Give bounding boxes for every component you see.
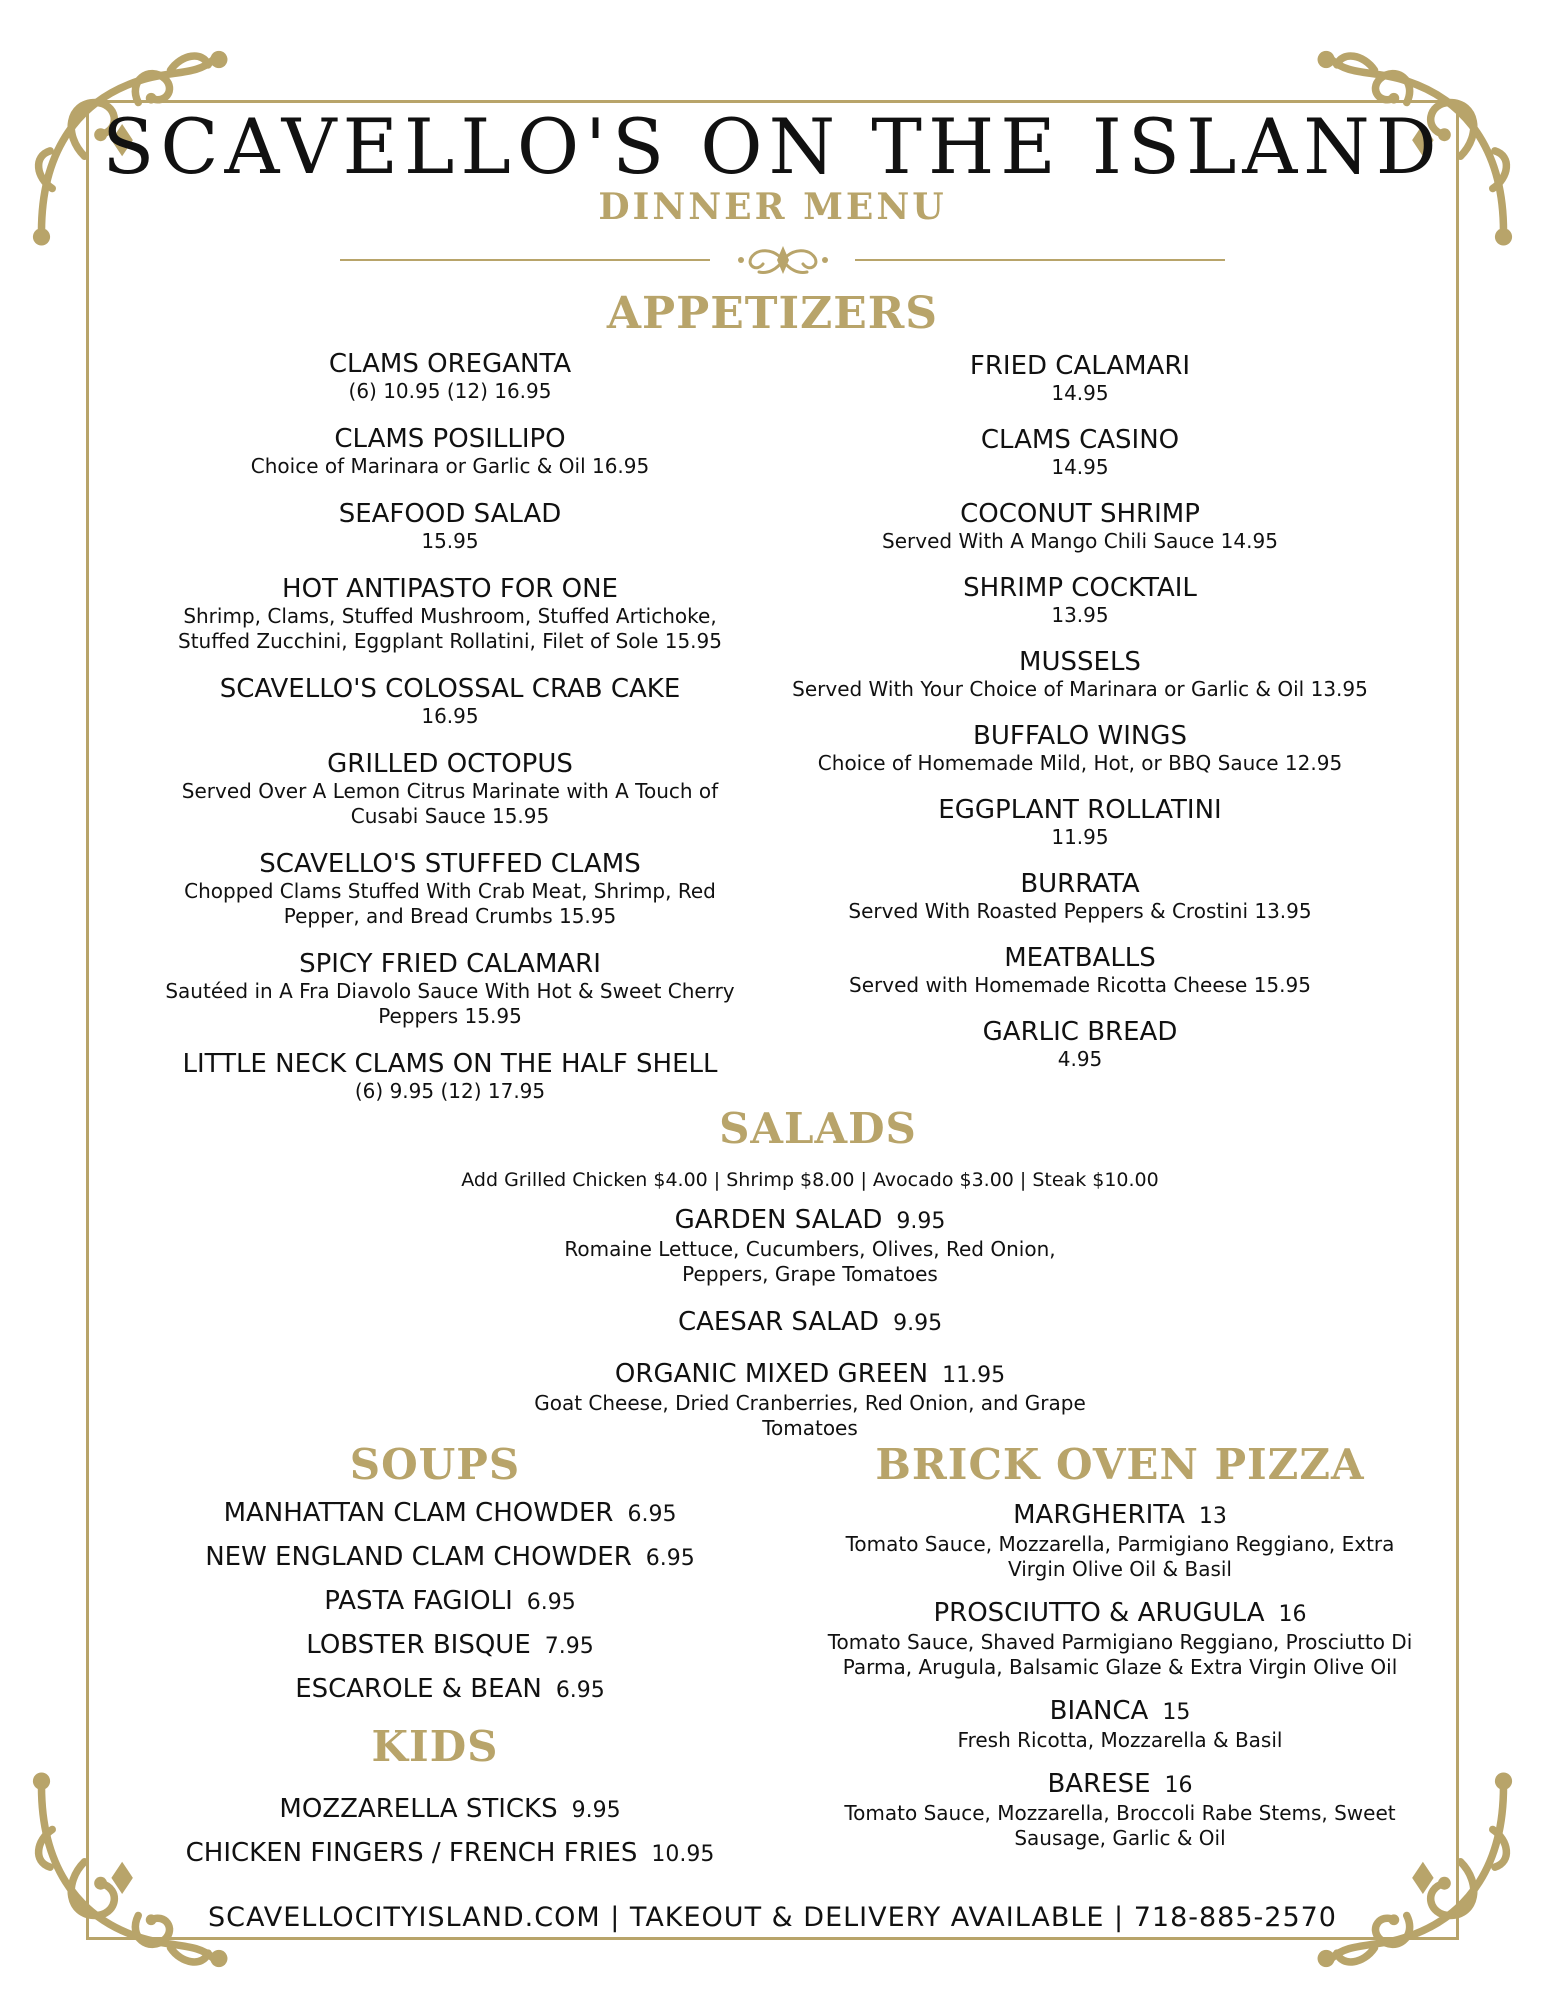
item-name: HOT ANTIPASTO FOR ONE — [282, 574, 618, 604]
soups-section — [150, 1498, 750, 1706]
item-desc: 16.95 — [421, 704, 479, 728]
item-name: BURRATA — [1020, 869, 1140, 899]
item-desc: Choice of Marinara or Garlic & Oil 16.95 — [250, 454, 650, 478]
item-name: BUFFALO WINGS — [973, 721, 1187, 751]
item-price: 16 — [1164, 1773, 1193, 1798]
menu-item — [150, 1794, 750, 1826]
menu-item — [150, 349, 750, 404]
item-name: MARGHERITA — [1013, 1500, 1185, 1530]
item-desc: Sautéed in A Fra Diavolo Sauce With Hot & Sweet Cherry Peppers 15.95 — [165, 979, 735, 1028]
menu-item — [340, 1205, 1280, 1287]
item-name: FRIED CALAMARI — [969, 351, 1191, 381]
item-desc: Choice of Homemade Mild, Hot, or BBQ Sauce 12.95 — [817, 751, 1343, 775]
appetizers-right-column — [790, 351, 1370, 1091]
item-price: 10.95 — [651, 1842, 715, 1867]
item-name: CLAMS OREGANTA — [328, 349, 572, 379]
item-price: 6.95 — [526, 1590, 576, 1615]
item-desc: 14.95 — [1051, 455, 1109, 479]
item-name: MEATBALLS — [1004, 943, 1156, 973]
item-name: SHRIMP COCKTAIL — [963, 573, 1197, 603]
menu-item — [150, 1542, 750, 1574]
menu-subtitle: DINNER MENU — [598, 186, 947, 228]
menu-item — [340, 1359, 1280, 1441]
menu-item — [790, 1017, 1370, 1072]
salads-section — [340, 1168, 1280, 1441]
menu-item — [790, 573, 1370, 628]
item-price: 6.95 — [645, 1546, 695, 1571]
appetizers-left-column — [150, 349, 750, 1124]
item-name: COCONUT SHRIMP — [960, 499, 1200, 529]
item-desc: 15.95 — [421, 529, 479, 553]
menu-item — [150, 1586, 750, 1618]
item-price: 15 — [1162, 1700, 1191, 1725]
menu-item — [150, 574, 750, 654]
item-name: CLAMS CASINO — [980, 425, 1180, 455]
item-price: 9.95 — [571, 1798, 621, 1823]
item-name: LOBSTER BISQUE — [306, 1630, 531, 1660]
menu-item — [790, 943, 1370, 998]
menu-item — [150, 674, 750, 729]
item-price: 16 — [1278, 1602, 1307, 1627]
divider-line-left — [340, 259, 710, 261]
item-price: 9.95 — [893, 1311, 943, 1336]
item-price: 6.95 — [555, 1678, 605, 1703]
header-divider — [340, 240, 1225, 280]
item-desc: Served With A Mango Chili Sauce 14.95 — [882, 529, 1278, 553]
pizza-section — [820, 1500, 1420, 1851]
soups-heading: SOUPS — [349, 1440, 521, 1489]
item-desc: Tomato Sauce, Shaved Parmigiano Reggiano, Prosciutto Di Parma, Arugula, Balsamic Glaze & Extra Virgin Olive Oil — [827, 1630, 1413, 1679]
item-name: MANHATTAN CLAM CHOWDER — [223, 1498, 614, 1528]
item-desc: (6) 9.95 (12) 17.95 — [354, 1079, 546, 1103]
item-desc: Chopped Clams Stuffed With Crab Meat, Shrimp, Red Pepper, and Bread Crumbs 15.95 — [184, 879, 716, 928]
item-desc: Shrimp, Clams, Stuffed Mushroom, Stuffed Artichoke, Stuffed Zucchini, Eggplant Rollatini, Filet of Sole 15.95 — [178, 604, 722, 653]
item-name: PASTA FAGIOLI — [324, 1586, 513, 1616]
item-desc: 11.95 — [1051, 825, 1109, 849]
menu-item — [150, 749, 750, 829]
item-name: ESCAROLE & BEAN — [295, 1674, 542, 1704]
item-desc: Served With Roasted Peppers & Crostini 13.95 — [848, 899, 1312, 923]
menu-item — [820, 1598, 1420, 1680]
menu-item — [150, 949, 750, 1029]
menu-item — [820, 1500, 1420, 1582]
item-name: CHICKEN FINGERS / FRENCH FRIES — [185, 1838, 638, 1868]
menu-item — [790, 425, 1370, 480]
menu-item — [790, 499, 1370, 554]
kids-heading: KIDS — [371, 1722, 499, 1771]
item-name: SCAVELLO'S STUFFED CLAMS — [259, 849, 641, 879]
item-desc: (6) 10.95 (12) 16.95 — [348, 379, 552, 403]
item-name: SCAVELLO'S COLOSSAL CRAB CAKE — [219, 674, 681, 704]
item-name: BARESE — [1047, 1769, 1151, 1799]
menu-item — [790, 869, 1370, 924]
menu-item — [150, 424, 750, 479]
item-name: MOZZARELLA STICKS — [279, 1794, 558, 1824]
item-name: LITTLE NECK CLAMS ON THE HALF SHELL — [182, 1049, 718, 1079]
item-name: CAESAR SALAD — [677, 1307, 880, 1337]
item-desc: Served with Homemade Ricotta Cheese 15.95 — [849, 973, 1311, 997]
item-price: 7.95 — [544, 1634, 594, 1659]
item-desc: Goat Cheese, Dried Cranberries, Red Onion, and Grape Tomatoes — [534, 1391, 1086, 1440]
item-name: SEAFOOD SALAD — [338, 499, 562, 529]
menu-item — [790, 351, 1370, 406]
menu-item — [790, 721, 1370, 776]
item-desc: 14.95 — [1051, 381, 1109, 405]
salads-heading: SALADS — [719, 1104, 917, 1153]
item-desc: 4.95 — [1057, 1047, 1103, 1071]
menu-item — [150, 1049, 750, 1104]
item-desc: Tomato Sauce, Mozzarella, Broccoli Rabe Stems, Sweet Sausage, Garlic & Oil — [844, 1801, 1396, 1850]
item-name: PROSCIUTTO & ARUGULA — [933, 1598, 1265, 1628]
menu-item — [150, 1498, 750, 1530]
item-price: 6.95 — [627, 1502, 677, 1527]
scroll-ornament-icon — [737, 240, 829, 280]
item-desc: 13.95 — [1051, 603, 1109, 627]
footer-contact: SCAVELLOCITYISLAND.COM | TAKEOUT & DELIVERY AVAILABLE | 718-885-2570 — [208, 1902, 1337, 1933]
appetizers-heading: APPETIZERS — [606, 288, 939, 339]
menu-item — [150, 849, 750, 929]
item-desc: Served With Your Choice of Marinara or Garlic & Oil 13.95 — [792, 677, 1368, 701]
restaurant-title: SCAVELLO'S ON THE ISLAND — [102, 102, 1443, 191]
item-name: EGGPLANT ROLLATINI — [938, 795, 1222, 825]
item-name: GARLIC BREAD — [982, 1017, 1178, 1047]
menu-item — [340, 1307, 1280, 1339]
item-desc: Tomato Sauce, Mozzarella, Parmigiano Reggiano, Extra Virgin Olive Oil & Basil — [845, 1532, 1395, 1581]
salad-addons: Add Grilled Chicken $4.00 | Shrimp $8.00 | Avocado $3.00 | Steak $10.00 — [461, 1169, 1159, 1191]
menu-item — [150, 1838, 750, 1870]
item-name: GRILLED OCTOPUS — [327, 749, 573, 779]
menu-item — [790, 647, 1370, 702]
item-name: SPICY FRIED CALAMARI — [299, 949, 601, 979]
menu-item — [150, 1674, 750, 1706]
menu-item — [790, 795, 1370, 850]
item-name: CLAMS POSILLIPO — [334, 424, 566, 454]
item-name: GARDEN SALAD — [674, 1205, 883, 1235]
menu-item — [150, 1630, 750, 1662]
item-price: 11.95 — [942, 1363, 1006, 1388]
item-name: NEW ENGLAND CLAM CHOWDER — [205, 1542, 632, 1572]
kids-section — [150, 1794, 750, 1870]
pizza-heading: BRICK OVEN PIZZA — [875, 1440, 1365, 1489]
item-name: ORGANIC MIXED GREEN — [614, 1359, 929, 1389]
menu-item — [820, 1696, 1420, 1753]
item-desc: Served Over A Lemon Citrus Marinate with A Touch of Cusabi Sauce 15.95 — [181, 779, 719, 828]
item-name: BIANCA — [1049, 1696, 1149, 1726]
item-name: MUSSELS — [1019, 647, 1141, 677]
menu-item — [150, 499, 750, 554]
item-price: 13 — [1198, 1504, 1227, 1529]
item-desc: Fresh Ricotta, Mozzarella & Basil — [957, 1728, 1283, 1752]
menu-item — [820, 1769, 1420, 1851]
item-desc: Romaine Lettuce, Cucumbers, Olives, Red Onion, Peppers, Grape Tomatoes — [564, 1237, 1056, 1286]
divider-line-right — [855, 259, 1225, 261]
item-price: 9.95 — [896, 1209, 946, 1234]
